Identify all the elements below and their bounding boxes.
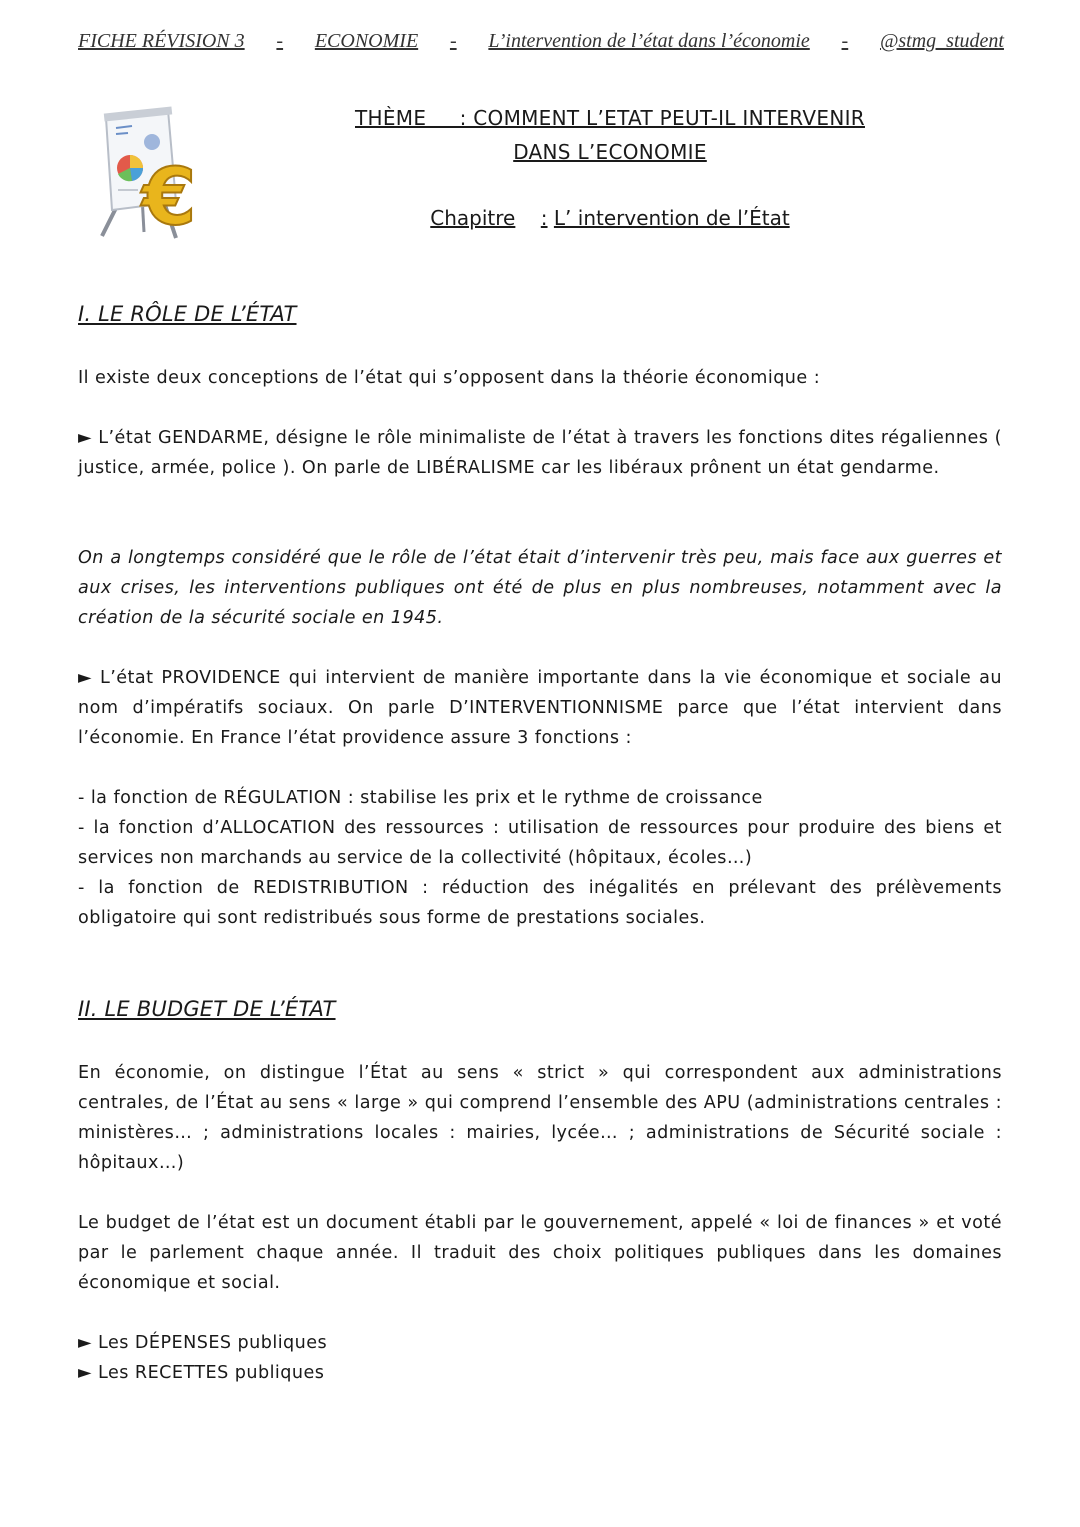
budget-paragraph-1: En économie, on distingue l’État au sens « strict » qui correspondent aux administrations centrales, de l’État au sens « large » qui comprend l’ensemble des APU (administrations centrales : ministères… ; administrations locales : mairies, lycée… ; administrations de Sécurité sociale : hôpitaux…): [78, 1063, 1002, 1173]
gendarme-paragraph: ► L’état GENDARME, désigne le rôle minimaliste de l’état à travers les fonctions dites régaliennes ( justice, armée, police ). On parle de LIBÉRALISME car les libéraux prônent un état gendarme.: [78, 428, 1002, 478]
section-title-role: I. LE RÔLE DE L’ÉTAT: [78, 302, 297, 326]
theme-heading: [320, 106, 900, 164]
history-note: On a longtemps considéré que le rôle de l’état était d’intervenir très peu, mais face aux guerres et aux crises, les interventions publiques ont été de plus en plus nombreuses, notamment avec la création de la sécurité sociale en 1945.: [78, 548, 1002, 628]
flipchart-euro-icon: [92, 106, 216, 240]
svg-text:€: €: [142, 153, 197, 240]
chapter-colon: :: [540, 206, 548, 230]
theme-title: THÈME : COMMENT L’ETAT PEUT-IL INTERVENIR: [355, 106, 865, 130]
theme-title-continued: DANS L’ECONOMIE: [513, 140, 707, 164]
chapter-title: L’ intervention de l’État: [553, 206, 790, 230]
budget-bullets: [78, 1328, 1002, 1388]
chapter-label: Chapitre: [430, 206, 516, 230]
section-title-budget: II. LE BUDGET DE L’ÉTAT: [78, 997, 336, 1021]
header-separator: -: [276, 30, 284, 52]
list-item: - la fonction d’ALLOCATION des ressources : utilisation de ressources pour produire des biens et services non marchands au service de la collectivité (hôpitaux, écoles…): [78, 818, 1002, 868]
list-item: ► Les RECETTES publiques: [78, 1363, 325, 1383]
section1-intro: Il existe deux conceptions de l’état qui s’opposent dans la théorie économique :: [78, 368, 821, 388]
budget-paragraph-2: Le budget de l’état est un document établi par le gouvernement, appelé « loi de finances » et voté par le parlement chaque année. Il traduit des choix politiques publiques dans les domaines économique et social.: [78, 1213, 1002, 1293]
header-author: @stmg_student: [879, 30, 1004, 52]
header-separator: -: [449, 30, 457, 52]
header-doc-label: FICHE RÉVISION 3: [78, 30, 245, 52]
header-subject: ECONOMIE: [314, 30, 419, 52]
list-item: - la fonction de REDISTRIBUTION : réduction des inégalités en prélevant des prélèvements obligatoire qui sont redistribués sous forme de prestations sociales.: [78, 878, 1002, 928]
list-item: - la fonction de RÉGULATION : stabilise les prix et le rythme de croissance: [78, 788, 763, 808]
header-separator: -: [841, 30, 849, 52]
providence-paragraph: ► L’état PROVIDENCE qui intervient de manière importante dans la vie économique et sociale au nom d’impératifs sociaux. On parle D’INTERVENTIONNISME parce que l’état intervient dans l’économie. En France l’état providence assure 3 fonctions :: [78, 668, 1002, 748]
functions-list: [78, 783, 1002, 933]
chapter-heading: [320, 206, 900, 230]
page-header: [78, 30, 1004, 53]
header-topic: L’intervention de l’état dans l’économie: [488, 30, 810, 52]
list-item: ► Les DÉPENSES publiques: [78, 1333, 328, 1353]
